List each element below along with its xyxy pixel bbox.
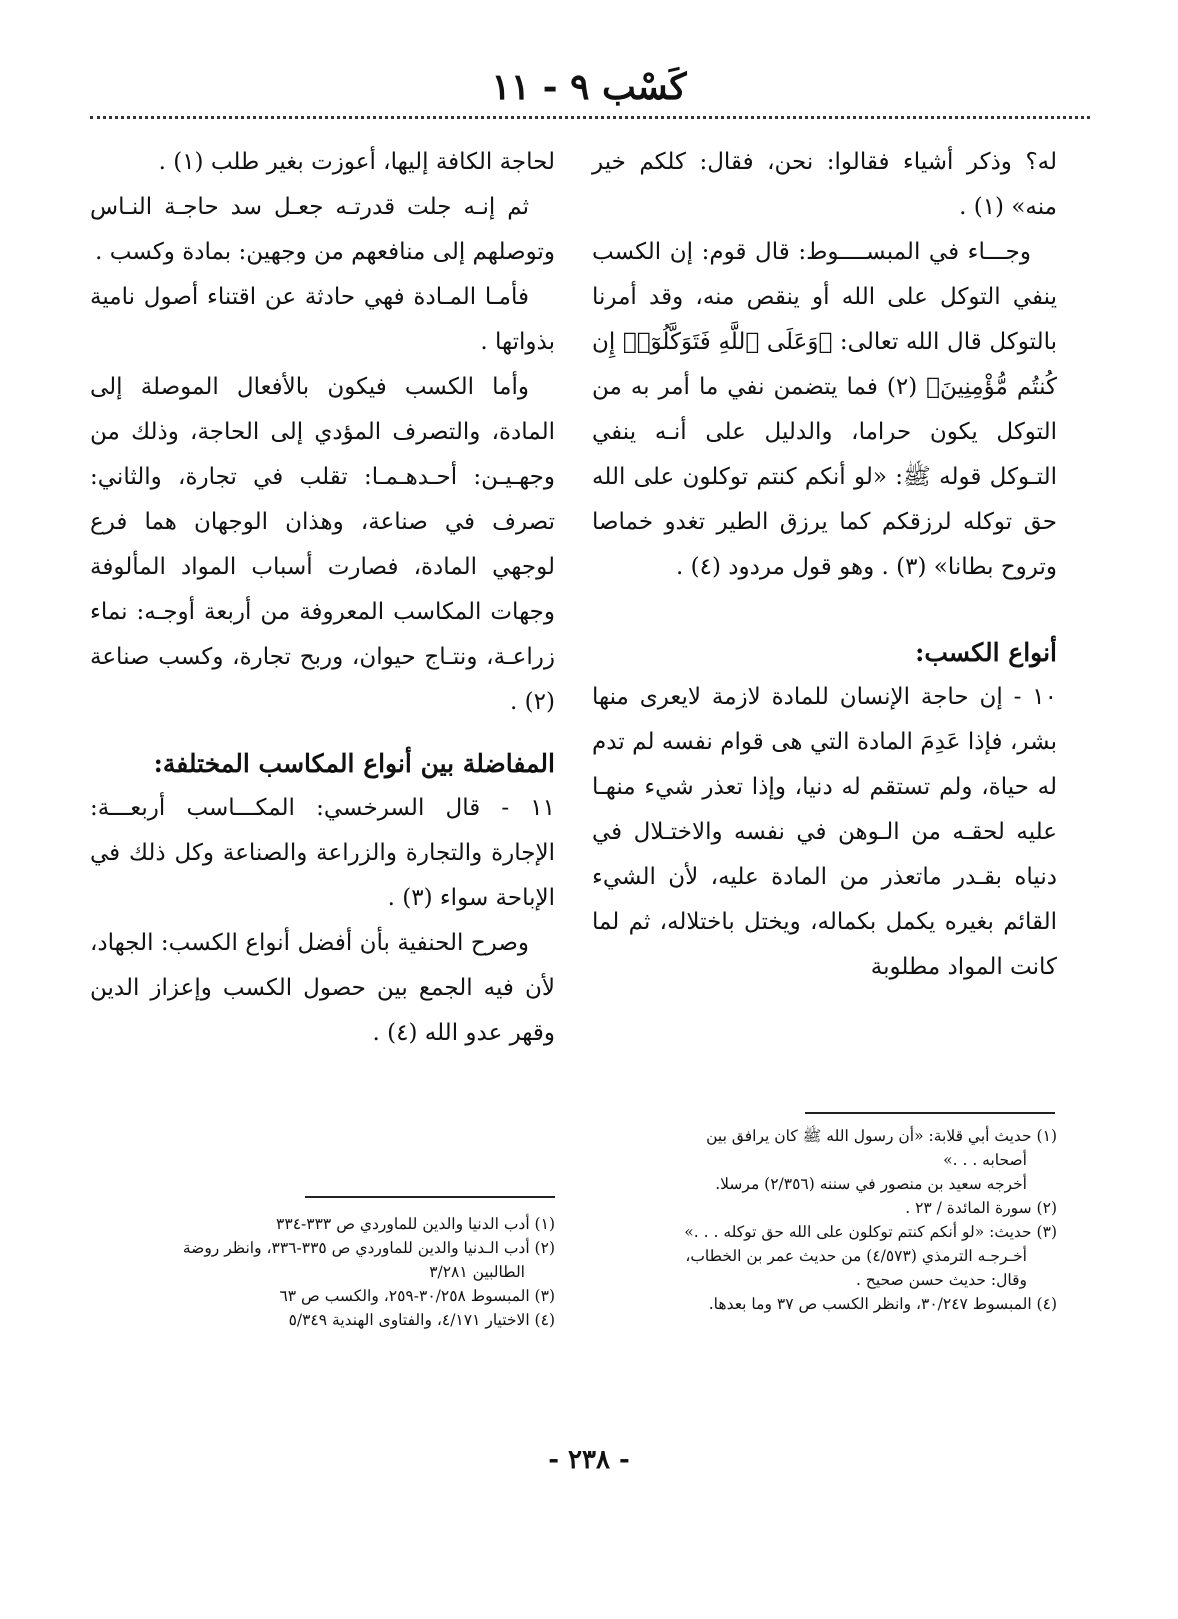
left-paragraph-2: ثم إنـه جلت قدرتـه جعـل سد حاجـة النـاس وتوصلهم إلى منافعهم من وجهين: بمادة وكسب . (90, 194, 555, 265)
footnote-line: (٣) المبسوط ٣٠/٢٥٨-٢٥٩، والكسب ص ٦٣ (279, 1287, 555, 1305)
footnote-line: (٢) سورة المائدة / ٢٣ . (905, 1199, 1057, 1217)
left-paragraph-1: لحاجة الكافة إليها، أعوزت بغير طلب (١) . (158, 149, 555, 175)
section-heading-comparison: المفاضلة بين أنواع المكاسب المختلفة: (153, 749, 555, 778)
right-column (592, 140, 1057, 990)
right-paragraph-3: ١٠ - إن حاجة الإنسان للمادة لازمة لايعرى منها بشر، فإذا عَدِمَ المادة التي هى قوام نفسه لم تدم له حياة، ولم تستقم له دنيا، وإذا تعذر شيء منهـا عليه لحقـه من الـوهن في نفسه والاختـلال في دنياه بقـدر ماتعذر من المادة عليه، لأن الشيء القائم بغيره يكمل بكماله، ويختل باختلاله، ثم لما كانت المواد مطلوبة (592, 684, 1057, 980)
left-paragraph-4: وأما الكسب فيكون بالأفعال الموصلة إلى المادة، والتصرف المؤدي إلى الحاجة، وذلك من وجهـيـن: أحـدهـمـا: تقلب في تجارة، والثاني: تصرف في صناعة، وهذان الوجهان هما فرع لوجهي المادة، فصارت أسباب المواد المألوفة وجهات المكاسب المعروفة من أربعة أوجـه: نماء زراعـة، ونتـاج حيوان، وربح تجارة، وكسب صناعة (٢) . (90, 374, 555, 715)
right-footnote-separator (805, 1112, 1055, 1114)
footnote-line: (٢) أدب الـدنيا والدين للماوردي ص ٣٣٥-٣٣٦، وانظر روضة (182, 1239, 555, 1257)
footnote-line: أخرجه سعيد بن منصور في سننه (٢/٣٥٦) مرسلا. (715, 1175, 1027, 1193)
section-heading-types-of-earning: أنواع الكسب: (915, 638, 1057, 667)
footnote-line: (١) حديث أبي قلابة: «أن رسول الله ﷺ كان يرافق بين (706, 1127, 1057, 1145)
left-footnotes (90, 1212, 555, 1332)
footnote-line: وقال: حديث حسن صحيح . (855, 1271, 1027, 1289)
footnote-line: أصحابه . . .» (943, 1151, 1027, 1169)
footnote-line: (١) أدب الدنيا والدين للماوردي ص ٣٣٣-٣٣٤ (276, 1215, 555, 1233)
page-number: - ٢٣٨ - (548, 1445, 630, 1475)
right-footnotes (592, 1124, 1057, 1316)
footnote-line: (٤) المبسوط ٣٠/٢٤٧، وانظر الكسب ص ٣٧ وما بعدها. (708, 1295, 1057, 1313)
right-paragraph-1: له؟ وذكر أشياء فقالوا: نحن، فقال: كلكم خير منه» (١) . (592, 149, 1057, 220)
left-column (90, 140, 555, 1056)
left-paragraph-6: وصرح الحنفية بأن أفضل أنواع الكسب: الجهاد، لأن فيه الجمع بين حصول الكسب وإعزاز الدين وقهر عدو الله (٤) . (90, 930, 555, 1046)
header-dotted-rule (90, 116, 1090, 119)
right-paragraph-2: وجـــاء في المبســــوط: قال قوم: إن الكسب ينفي التوكل على الله أو ينقص منه، وقد أمرنا بالتوكل قال الله تعالى: ﴿وَعَلَى ٱللَّهِ فَتَوَكَّلُوٓا۟ إِن كُنتُم مُّؤْمِنِينَ﴾ (٢) فما يتضمن نفي ما أمر به من التوكل يكون حراما، والدليل على أنـه ينفي التـوكل قوله ﷺ: «لو أنكم كنتم توكلون على الله حق توكله لرزقكم كما يرزق الطير تغدو خماصا وتروح بطانا» (٣) . وهو قول مردود (٤) . (592, 239, 1057, 580)
footnote-line: (٤) الاختيار ٤/١٧١، والفتاوى الهندية ٥/٣٤٩ (288, 1311, 555, 1329)
footnote-line: الطالبين ٣/٢٨١ (429, 1263, 525, 1281)
left-footnote-separator (305, 1196, 555, 1198)
left-paragraph-3: فأمـا المـادة فهي حادثة عن اقتناء أصول نامية بذواتها . (90, 284, 555, 355)
page-header-title: كَسْب ٩ - ١١ (491, 66, 687, 108)
footnote-line: (٣) حديث: «لو أنكم كنتم توكلون على الله حق توكله . . .» (684, 1223, 1057, 1241)
footnote-line: أخـرجـه الترمذي (٤/٥٧٣) من حديث عمر بن الخطاب، (685, 1247, 1027, 1265)
left-paragraph-5: ١١ - قال السرخسي: المكـــاسب أربعـــة: الإجارة والتجارة والزراعة والصناعة وكل ذلك في الإباحة سواء (٣) . (90, 795, 555, 911)
